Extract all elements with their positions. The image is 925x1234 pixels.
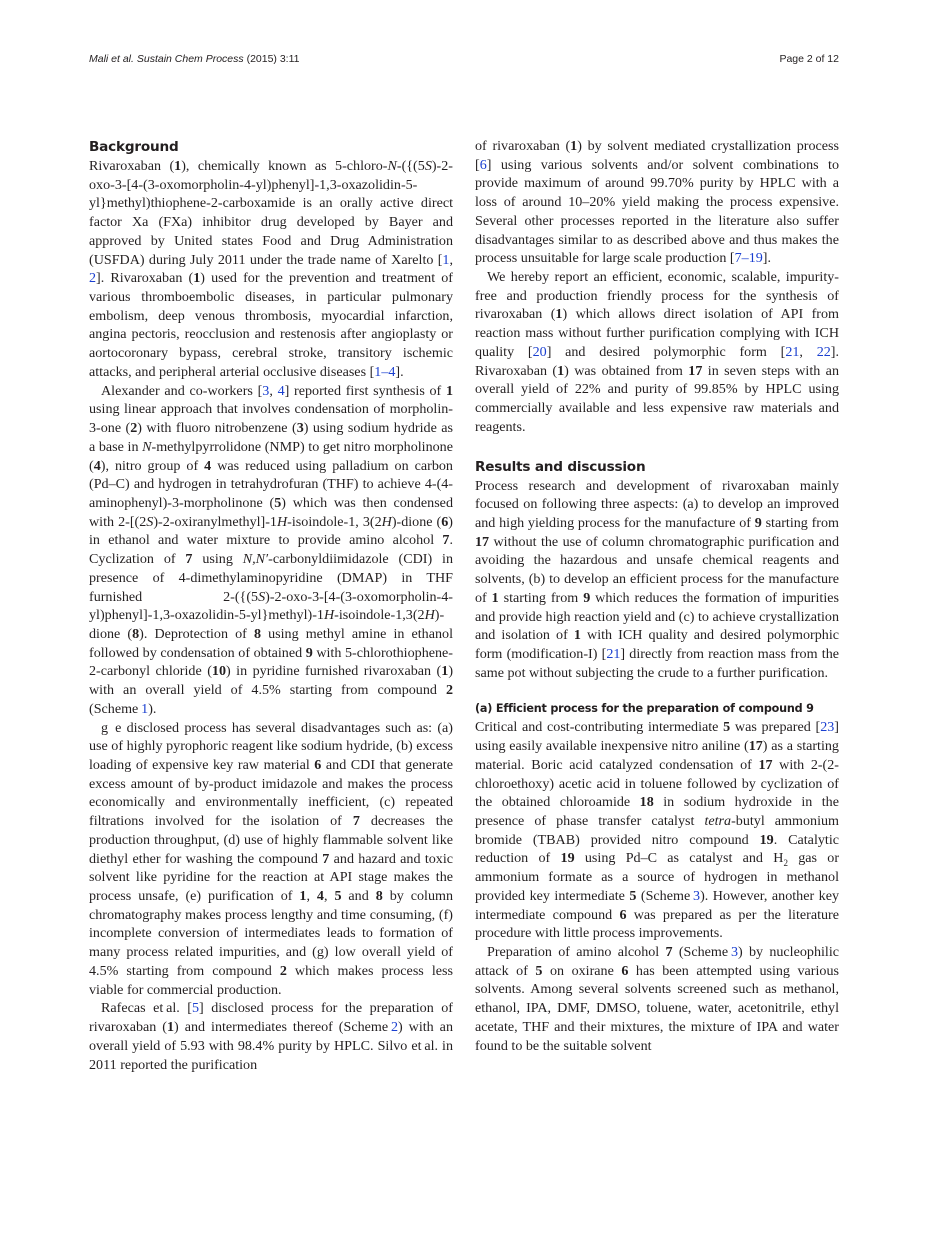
compound-number: 1: [174, 158, 182, 174]
compound-number: 4: [93, 457, 101, 474]
reference-link[interactable]: 23: [820, 719, 835, 736]
paragraph: [475, 137, 839, 268]
compound-number: 1: [193, 270, 201, 287]
text: ] and desired polymorphic form [: [546, 343, 786, 360]
text: starting from: [761, 514, 840, 531]
text: ) by solvent mediated crystallization process [: [475, 138, 839, 173]
text: Alexander and co-workers [: [101, 382, 263, 399]
text: which reduces the formation of impurities and provide high reaction yield and (c) to achieve crystallization and isolation of: [475, 589, 839, 644]
reference-link[interactable]: 22: [816, 343, 831, 360]
italic-text: N: [387, 158, 397, 174]
compound-number: 7: [665, 944, 673, 961]
text: ,: [269, 382, 278, 399]
text: by column chromatography makes process lengthy and time consuming, (f) incomplete conversion of intermediates leads to formation of many process related impurities, and (g) low overall yield of 4.5% starting from compound: [89, 888, 454, 979]
text: ) as a starting material. Boric acid catalyzed condensation of: [475, 738, 839, 773]
compound-number: 17: [748, 738, 763, 755]
reference-link[interactable]: 21: [606, 645, 621, 662]
compound-number: 7: [322, 850, 330, 867]
compound-number: 6: [621, 962, 629, 979]
paragraph: [475, 268, 839, 436]
compound-number: 3: [296, 420, 304, 437]
compound-number: 7: [352, 813, 360, 830]
text: ] directly from reaction mass from the same pot without subjecting the crude to a further purification.: [475, 645, 839, 681]
compound-number: 2: [279, 962, 287, 979]
text: -isoindole-1,3(2: [334, 607, 425, 624]
compound-number: 6: [619, 906, 627, 923]
italic-text: H: [381, 513, 392, 530]
running-header-citation: [89, 53, 300, 65]
compound-number: 1: [557, 362, 565, 379]
text: Critical and cost-contributing intermediate: [475, 719, 724, 736]
subsection-paragraphs: [475, 718, 839, 1055]
text: ) and intermediates thereof (Scheme: [174, 1019, 391, 1036]
compound-number: 8: [132, 625, 140, 642]
compound-number: 4: [204, 457, 212, 474]
compound-number: 9: [583, 589, 591, 606]
compound-number: 17: [758, 756, 773, 773]
text: -carbonyldiimidazole (CDI) in presence of 4-dimethylaminopyridine (DMAP) in THF furnished 2-({(5: [89, 551, 453, 605]
text: ) by nucleophilic attack of: [475, 944, 839, 979]
text: ) which was then condensed with 2-[(2: [89, 494, 453, 530]
text: Rafecas et al. [: [101, 1000, 192, 1017]
text: ) was obtained from: [564, 362, 689, 379]
text: with ICH quality and desired polymorphic form (modification-I) [: [475, 627, 839, 662]
text: ] using various solvents and/or solvent combinations to provide maximum of around 99.70% purity by HPLC with a loss of around 10–20% yield making the process expensive. Several other processes reported in the literature also suffer disadvantages similar to as described above and thus makes the process unsuitable for large scale production [: [475, 156, 839, 267]
section-heading-background: Background: [89, 139, 179, 155]
reference-link[interactable]: 2: [89, 270, 97, 287]
reference-link[interactable]: 3: [262, 382, 270, 399]
compound-number: 6: [314, 757, 322, 773]
text: and hazard and toxic solvent like pyridine for the reaction at API stage makes the process unsafe, (e) purification of: [89, 850, 454, 905]
text: with 2-(2-chloroethoxy) acetic acid in toluene followed by cyclization of the obtained chloroamide: [475, 756, 839, 811]
text: with 5-chlorothiophene-2-carbonyl chloride (: [89, 644, 453, 680]
compound-number: 6: [441, 513, 449, 530]
compound-number: 8: [375, 888, 383, 905]
text: was prepared as per the literature procedure with little process improvements.: [475, 906, 840, 942]
results-paragraphs: [475, 477, 839, 683]
section-heading-results: Results and discussion: [475, 458, 646, 475]
compound-number: 5: [535, 962, 543, 979]
reference-link[interactable]: 3: [730, 944, 738, 961]
compound-number: 5: [334, 888, 342, 905]
text: of rivaroxaban (: [475, 138, 571, 154]
text: . Cyclization of: [89, 532, 453, 568]
italic-text: S: [258, 588, 266, 605]
compound-number: 1: [573, 627, 581, 644]
compound-number: 17: [475, 533, 490, 550]
text: )-2-oxiranylmethyl]-1: [153, 513, 277, 530]
reference-link[interactable]: 4: [277, 382, 285, 399]
text: ) using sodium hydride as a base in: [89, 420, 454, 455]
compound-number: 1: [441, 663, 449, 680]
text: )-2-oxo-3-[4-(3-oxomorpholin-4-yl)phenyl]-1,3-oxazolidin-5-yl}methyl)-1: [89, 588, 453, 624]
text: g e disclosed process has several disadvantages such as: (a) use of highly pyrophoric reagent like sodium hydride, (b) excess loading of expensive key raw material: [89, 719, 453, 773]
reference-link[interactable]: 7–19: [734, 250, 763, 267]
page-number: Page 2 of 12: [779, 53, 839, 65]
text: which makes process less viable for commercial production.: [89, 962, 453, 998]
text: ) which allows direct isolation of API from reaction mass without further purification complying with ICH quality [: [475, 306, 839, 360]
compound-number: 4: [316, 888, 324, 905]
text: ). Deprotection of: [139, 625, 254, 642]
compound-number: 5: [723, 719, 731, 736]
compound-number: 2: [445, 682, 453, 699]
text: ). However, another key intermediate compound: [475, 887, 839, 923]
text: using linear approach that involves condensation of morpholin-3-one (: [89, 401, 453, 437]
reference-link[interactable]: 2: [390, 1019, 398, 1036]
reference-link[interactable]: 3: [693, 887, 701, 904]
text: We hereby report an efficient, economic, scalable, impurity-free and production friendly process for the synthesis of rivaroxaban (: [475, 269, 839, 323]
compound-number: 18: [639, 794, 654, 811]
italic-text: tetra: [704, 813, 732, 829]
text: ) with an overall yield of 5.93 with 98.4% purity by HPLC. Silvo et al. in 2011 reported the purification: [89, 1019, 453, 1073]
text: Preparation of amino alcohol: [487, 944, 666, 961]
text: was reduced using palladium on carbon (Pd–C) and hydrogen in tetrahydrofuran (THF) to achieve 4-(4-aminophenyl)-3-morpholinone (: [89, 457, 453, 511]
compound-number: 1: [299, 888, 307, 905]
text: and CDI that generate excess amount of by-product imidazole and makes the process economically and environmentally inefficient, (c) repeated filtrations involved for the isolation of: [89, 757, 454, 830]
paragraph: [475, 943, 839, 1055]
text: Rivaroxaban (: [89, 158, 175, 174]
subscript: 2: [783, 858, 788, 869]
reference-link[interactable]: 1: [442, 251, 450, 268]
reference-link[interactable]: 5: [191, 1000, 200, 1017]
italic-text: S: [424, 158, 432, 174]
text: in seven steps with an overall yield of 22% and purity of 99.85% by HPLC using commercially available and less expensive raw materials and reagents.: [475, 362, 839, 435]
citation-volume: (2015) 3:11: [243, 53, 300, 65]
text: )-dione (: [391, 513, 442, 530]
compound-number: 5: [274, 494, 282, 511]
italic-text: H: [323, 607, 335, 624]
compound-number: 1: [445, 382, 454, 399]
text: )-2-oxo-3-[4-(3-oxomorpholin-4-yl)phenyl]-1,3-oxazolidin-5-yl}methyl)thiophene-2-carboxamide is an orally active direct factor Xa (FXa) inhibitor drug developed by Bayer and approved by United states Food and Drug Administration (USFDA) during July 2011 under the trade name of Xarelto [: [89, 158, 453, 268]
left-column: [89, 138, 453, 1074]
text: ,: [323, 888, 335, 905]
text: using methyl amine in ethanol followed by condensation of obtained: [89, 625, 453, 661]
compound-number: 9: [754, 514, 762, 531]
compound-number: 2: [130, 420, 138, 437]
right-column: [475, 137, 839, 1055]
text: ,: [799, 343, 817, 360]
reference-link[interactable]: 20: [532, 343, 547, 360]
text: ] disclosed process for the preparation of rivaroxaban (: [89, 1000, 453, 1036]
reference-link[interactable]: 21: [785, 343, 800, 360]
text: ] using easily available inexpensive nitro aniline (: [475, 719, 839, 755]
italic-text: N,N′: [242, 551, 269, 568]
text: ].: [762, 250, 772, 267]
text: ]. Rivaroxaban (: [96, 270, 194, 287]
reference-link[interactable]: 1: [141, 700, 149, 717]
text: ) with fluoro nitrobenzene (: [137, 420, 297, 437]
text: without the use of column chromatographic purification and avoiding the hazardous and unsafe chemical reagents and solvents, (b) to develop an efficient process for the manufacture of: [475, 533, 839, 606]
paragraph: [89, 157, 453, 382]
text: in sodium hydroxide in the presence of phase transfer catalyst: [475, 794, 839, 829]
text: (Scheme: [89, 700, 142, 717]
text: -methylpyrrolidone (NMP) to get nitro morpholinone (: [89, 438, 453, 474]
right-top-paragraphs: [475, 137, 839, 437]
text: ]. Rivaroxaban (: [475, 343, 839, 379]
subsection-heading: (a) Efficient process for the preparation of compound 9: [475, 702, 814, 716]
compound-number: 8: [253, 625, 261, 642]
italic-text: N: [142, 438, 152, 455]
reference-link[interactable]: 6: [479, 156, 487, 173]
text: ].: [395, 363, 404, 380]
paragraph: [475, 477, 839, 683]
reference-link[interactable]: 1–4: [374, 363, 396, 380]
text: ), chemically known as 5-chloro-: [181, 158, 388, 174]
left-paragraphs: [89, 157, 453, 1074]
text: ).: [148, 700, 157, 717]
compound-number: 19: [560, 850, 575, 867]
text: on oxirane: [542, 962, 622, 979]
text: (Scheme: [636, 887, 694, 904]
text: Process research and development of rivaroxaban mainly focused on following three aspects: (a) to develop an improved and high yielding process for the manufacture of: [475, 477, 839, 531]
text: decreases the production throughput, (d) use of highly flammable solvent like diethyl ether for washing the compound: [89, 813, 453, 867]
compound-number: 1: [570, 138, 578, 154]
compound-number: 1: [166, 1019, 175, 1036]
italic-text: H: [276, 513, 288, 530]
text: -isoindole-1, 3(2: [287, 513, 382, 530]
text: and: [341, 888, 376, 905]
compound-number: 7: [185, 551, 193, 568]
text: ), nitro group of: [100, 457, 205, 474]
compound-number: 1: [491, 589, 499, 606]
italic-text: H: [424, 607, 435, 624]
text: ,: [306, 888, 317, 905]
citation-journal: Mali et al. Sustain Chem Process: [89, 53, 244, 65]
text: gas or ammonium formate as a source of hydrogen in methanol provided key intermediate: [475, 850, 840, 904]
text: ) in ethanol and water mixture to provide amino alcohol: [89, 513, 453, 549]
text: using Pd–C as catalyst and H: [574, 850, 784, 867]
text: using: [192, 551, 243, 568]
text: (Scheme: [672, 944, 731, 961]
text: has been attempted using various solvents. Among several solvents screened such as methanol, ethanol, IPA, DMF, DMSO, toluene, water, acetonitrile, ethyl acetate, THF and their mixtures, the mixture of IPA and water found to be the suitable solvent: [475, 962, 839, 1054]
compound-number: 1: [555, 306, 563, 323]
compound-number: 10: [211, 663, 226, 680]
text: )-dione (: [89, 607, 445, 642]
text: -butyl ammonium bromide (TBAB) provided nitro compound: [475, 813, 840, 848]
compound-number: 17: [688, 362, 703, 379]
paragraph: [89, 382, 453, 719]
text: ,: [449, 251, 453, 268]
text: ) in pyridine furnished rivaroxaban (: [225, 663, 442, 680]
compound-number: 7: [442, 532, 450, 549]
paragraph: [89, 719, 453, 1000]
text: ) with an overall yield of 4.5% starting from compound: [89, 663, 454, 699]
text: . Catalytic reduction of: [475, 831, 839, 867]
text: ] reported first synthesis of: [284, 382, 446, 399]
text: -({(5: [396, 158, 425, 174]
text: starting from: [498, 589, 584, 606]
compound-number: 9: [305, 644, 313, 661]
italic-text: S: [146, 513, 154, 530]
compound-number: 5: [629, 887, 637, 904]
compound-number: 19: [759, 831, 774, 848]
text: was prepared [: [730, 719, 821, 736]
paragraph: [475, 718, 839, 943]
text: ) used for the prevention and treatment of various thromboembolic diseases, in particular pulmonary embolism, deep venous thrombosis, myocardial infarction, angina pectoris, reocclusion and restenosis after angioplasty or aortocoronary bypass, cerebral stroke, transitory ischemic attacks, and peripheral arterial occlusive diseases [: [89, 270, 454, 380]
paragraph: [89, 999, 453, 1074]
